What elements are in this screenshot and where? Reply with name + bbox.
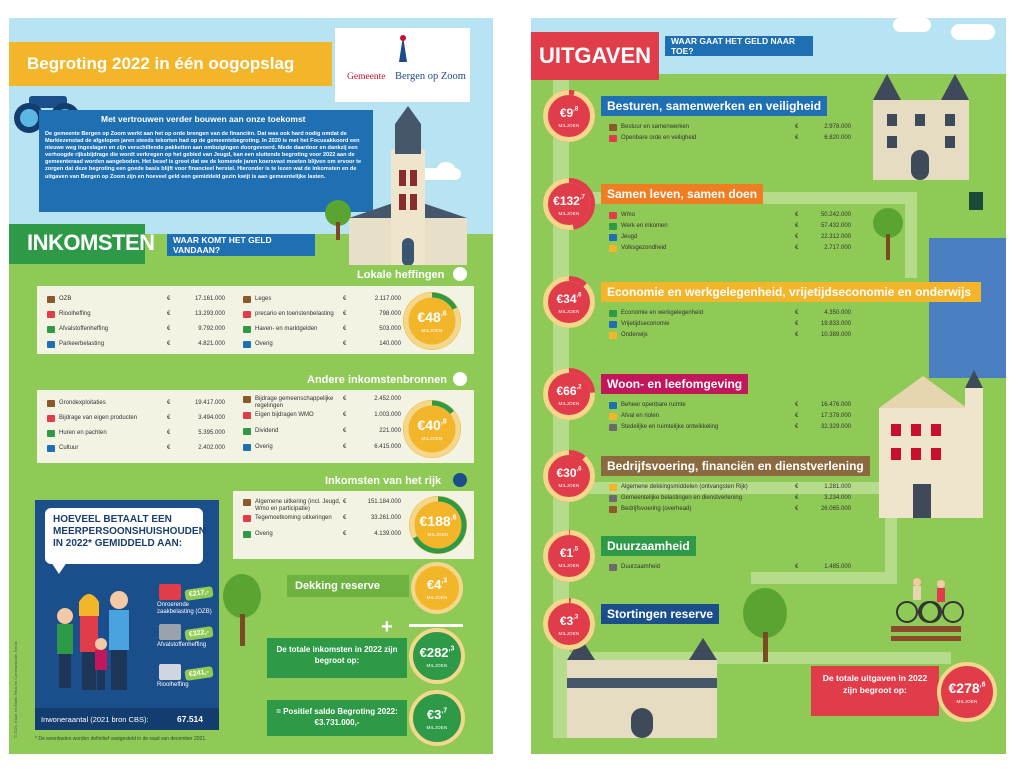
- inkomsten-title: INKOMSTEN: [27, 230, 155, 255]
- police-badge-icon: [609, 135, 617, 142]
- row-label: Jeugd: [621, 234, 638, 240]
- tourist-icon: [243, 311, 251, 318]
- row-label: Vrijetijdseconomie: [621, 321, 670, 327]
- row-amount: 2.402.000: [198, 445, 225, 451]
- sewer-icon: [159, 664, 181, 680]
- row-label: Dividend: [255, 428, 279, 434]
- expense-row: [609, 413, 853, 422]
- castle-illustration: [867, 70, 975, 180]
- population-value: 67.514: [177, 714, 203, 724]
- row-label: Eigen bijdragen WMO: [255, 412, 314, 418]
- folder-icon: [243, 341, 251, 348]
- household-question: HOEVEEL BETAALT EEN MEERPERSOONSHUISHOUDEN IN 2022* GEMIDDELD AAN:: [45, 508, 203, 564]
- section-title-bar: [601, 604, 719, 624]
- work-icon: [609, 223, 617, 230]
- municipality-logo: [335, 28, 470, 102]
- row-amount: 50.242.000: [820, 212, 851, 218]
- section-title-bar: [601, 536, 696, 556]
- row-label: Duurzaamheid: [621, 564, 661, 570]
- rent-icon: [47, 430, 55, 437]
- row-amount: 4.821.000: [198, 341, 225, 347]
- row-label: Overig: [255, 341, 273, 347]
- youth-icon: [609, 234, 617, 241]
- row-label: Afval en riolen: [621, 413, 660, 419]
- tree-illustration: [873, 208, 903, 260]
- benefit-icon: [243, 515, 251, 522]
- section-total-circle: [543, 530, 595, 582]
- rijk-total-circle: [409, 496, 467, 554]
- parking-icon: [47, 341, 55, 348]
- row-amount: 4.350.000: [824, 310, 851, 316]
- euro-sign: €: [167, 430, 171, 436]
- footnote: * De woonlasten worden definitief vastgesteld in de raad van december 2021.: [35, 736, 207, 742]
- row-label: precario en toeristenbelasting: [255, 311, 334, 317]
- products-icon: [47, 415, 55, 422]
- section-title-bar: [601, 456, 870, 476]
- row-label: Werk en inkomen: [621, 223, 668, 229]
- euro-sign: €: [167, 415, 171, 421]
- gate-illustration: [567, 638, 717, 738]
- expense-row: [609, 495, 853, 504]
- euro-sign: €: [343, 412, 347, 418]
- folder-icon: [243, 444, 251, 451]
- income-row: [47, 311, 229, 320]
- services-icon: [609, 495, 617, 502]
- euro-sign: €: [167, 341, 171, 347]
- row-amount: 1.003.000: [374, 412, 401, 418]
- harbor-icon: [243, 326, 251, 333]
- totale-inkomsten-label: De totale inkomsten in 2022 zijn begroot op:: [267, 638, 407, 678]
- household-amount-tag: €241,-: [184, 666, 213, 681]
- house-icon: [159, 584, 181, 600]
- uitgaven-title: UITGAVEN: [531, 32, 659, 80]
- row-amount: 798.000: [379, 311, 401, 317]
- totale-uitgaven-label: De totale uitgaven in 2022 zijn begroot op:: [811, 666, 939, 716]
- row-amount: 26.065.000: [820, 506, 851, 512]
- expense-row: [609, 402, 853, 411]
- row-amount: 16.476.000: [820, 402, 851, 408]
- row-amount: 3.494.000: [198, 415, 225, 421]
- euro-sign: €: [343, 341, 347, 347]
- row-amount: 10.389.000: [820, 332, 851, 338]
- row-label: Wmo: [621, 212, 635, 218]
- logo-word-city: Bergen op Zoom: [395, 71, 466, 82]
- expense-row: [609, 223, 853, 232]
- row-amount: 5.395.000: [198, 430, 225, 436]
- sum-line: [409, 624, 463, 627]
- euro-sign: €: [167, 296, 171, 302]
- rijk-unit: MILJOEN: [427, 531, 449, 537]
- reserve-unit: MILJOEN: [426, 594, 448, 600]
- expense-row: [609, 234, 853, 243]
- income-row: [243, 515, 405, 524]
- euro-sign: €: [795, 124, 799, 130]
- row-amount: 6.415.000: [374, 444, 401, 450]
- row-label: Bijdrage van eigen producten: [59, 415, 138, 421]
- lokale-unit: MILJOEN: [421, 327, 443, 333]
- health-icon: [609, 245, 617, 252]
- row-label: Tegemoetkoming uitkeringen: [255, 515, 332, 521]
- rijk-total: $€188^{,6}$: [419, 512, 457, 529]
- euro-sign: €: [795, 212, 799, 218]
- row-label: Parkeerbelasting: [59, 341, 105, 347]
- rijk-title: Inkomsten van het rijk: [325, 474, 442, 487]
- income-row: [47, 341, 229, 350]
- expense-row: [609, 310, 853, 319]
- row-label: Algemene uitkering (incl. Jeugd, Wmo en participatie): [255, 499, 341, 512]
- waste-icon: [609, 413, 617, 420]
- income-row: [47, 430, 229, 439]
- dekking-reserve-label: Dekking reserve: [295, 580, 380, 592]
- euro-sign: €: [795, 321, 799, 327]
- section-title-bar: [601, 282, 981, 302]
- cyclists-illustration: [895, 574, 965, 624]
- section-total-circle: [543, 178, 595, 230]
- sewer-icon: [47, 311, 55, 318]
- euro-sign: €: [343, 531, 347, 537]
- expense-row: [609, 424, 853, 433]
- euro-sign: €: [167, 311, 171, 317]
- intro-box: [39, 110, 373, 212]
- row-amount: 3.234.000: [824, 495, 851, 501]
- section-total: $€132^{,7}$ MILJOEN: [549, 184, 589, 224]
- row-label: Cultuur: [59, 445, 79, 451]
- folder-icon: [243, 531, 251, 538]
- totale-uitgaven-total: $€278^{,6}$: [948, 679, 986, 696]
- section-total-circle: [543, 90, 595, 142]
- reserve-total: $€4^{,3}$: [426, 576, 448, 592]
- section-total: $€66^{,2}$ MILJOEN: [549, 374, 589, 414]
- income-row: [47, 415, 229, 424]
- intro-heading: Met vertrouwen verder bouwen aan onze toekomst: [101, 114, 306, 124]
- row-label: Bestuur en samenwerken: [621, 124, 690, 130]
- people-icon: [243, 499, 251, 506]
- totale-inkomsten-unit: MILJOEN: [426, 662, 448, 668]
- row-amount: 17.378.000: [820, 413, 851, 419]
- reserve-total-circle: [411, 562, 463, 614]
- income-row: [47, 326, 229, 335]
- row-label: Volksgezondheid: [621, 245, 667, 251]
- totale-uitgaven-unit: MILJOEN: [956, 698, 978, 704]
- euro-sign: €: [343, 311, 347, 317]
- logo-word-gemeente: Gemeente: [347, 72, 386, 82]
- row-amount: 2.978.000: [824, 124, 851, 130]
- care-icon: [609, 212, 617, 219]
- logo-emblem-icon: [383, 32, 423, 66]
- income-row: [243, 396, 405, 409]
- row-label: Onderwijs: [621, 332, 648, 338]
- household-amount-tag: €322,-: [184, 626, 213, 641]
- totale-uitgaven-circle: [937, 662, 997, 722]
- row-amount: 4.139.000: [374, 531, 401, 537]
- income-row: [243, 341, 405, 350]
- expense-row: [609, 135, 853, 144]
- education-icon: [609, 332, 617, 339]
- section-title: Samen leven, samen doen: [607, 187, 758, 201]
- economy-icon: [609, 310, 617, 317]
- euro-sign: €: [795, 402, 799, 408]
- row-amount: 151.184.000: [367, 499, 401, 505]
- coverage-icon: [609, 484, 617, 491]
- euro-sign: €: [343, 428, 347, 434]
- euro-sign: €: [343, 296, 347, 302]
- town-hall-illustration: [871, 368, 991, 518]
- section-title-bar: [601, 374, 748, 394]
- rijk-emblem-icon: [453, 473, 467, 487]
- row-label: Beheer openbare ruimte: [621, 402, 686, 408]
- section-title: Besturen, samenwerken en veiligheid: [607, 99, 822, 113]
- speech-tail: [51, 562, 67, 574]
- euro-sign: €: [795, 234, 799, 240]
- expense-row: [609, 321, 853, 330]
- expense-row: [609, 564, 853, 573]
- leaf-icon: [609, 564, 617, 571]
- income-row: [47, 296, 229, 305]
- row-amount: 140.000: [379, 341, 401, 347]
- house-icon: [47, 296, 55, 303]
- section-title: Woon- en leefomgeving: [607, 377, 743, 391]
- euro-sign: €: [343, 326, 347, 332]
- row-label: Bedrijfsvoering (overhead): [621, 506, 692, 512]
- inkomsten-question: WAAR KOMT HET GELD VANDAAN?: [167, 234, 315, 256]
- income-row: [243, 444, 405, 453]
- dividend-icon: [243, 428, 251, 435]
- row-label: OZB: [59, 296, 72, 302]
- row-amount: 2.452.000: [374, 396, 401, 402]
- andere-inkomsten-bar: [299, 370, 472, 389]
- row-amount: 2.717.000: [824, 245, 851, 251]
- section-total: $€3^{,3}$ MILJOEN: [549, 604, 589, 644]
- tree-illustration: [743, 588, 787, 662]
- expense-row: [609, 506, 853, 515]
- section-title: Economie en werkgelegenheid, vrijetijdseconomie en onderwijs: [607, 285, 972, 299]
- section-total: $€1^{,5}$ MILJOEN: [549, 536, 589, 576]
- expense-row: [609, 245, 853, 254]
- tree-illustration: [223, 574, 261, 646]
- tree-illustration: [325, 200, 351, 240]
- expense-row: [609, 124, 853, 133]
- land-icon: [47, 400, 55, 407]
- section-total: $€30^{,6}$ MILJOEN: [549, 456, 589, 496]
- credit-text: © 2021, Klaar en Blank Tekst en Communicatie, Breda: [13, 641, 18, 738]
- coin-icon: [243, 412, 251, 419]
- row-amount: 1.485.000: [824, 564, 851, 570]
- row-amount: 19.417.000: [194, 400, 225, 406]
- expense-row: [609, 332, 853, 341]
- row-amount: 2.117.000: [374, 296, 401, 302]
- income-row: [243, 428, 405, 437]
- positief-saldo-unit: MILJOEN: [426, 724, 448, 730]
- euro-sign: €: [343, 515, 347, 521]
- row-amount: 22.312.000: [820, 234, 851, 240]
- left-page-inkomsten: [9, 18, 493, 754]
- income-row: [243, 499, 405, 512]
- row-amount: 9.792.000: [198, 326, 225, 332]
- section-title: Duurzaamheid: [607, 539, 690, 553]
- euro-sign: €: [795, 413, 799, 419]
- church-illustration: [339, 106, 479, 266]
- income-row: [47, 400, 229, 409]
- section-total: $€34^{,6}$ MILJOEN: [549, 282, 589, 322]
- andere-unit: MILJOEN: [421, 435, 443, 441]
- urban-icon: [609, 424, 617, 431]
- row-amount: 503.000: [379, 326, 401, 332]
- euro-sign: €: [795, 245, 799, 251]
- row-label: Overig: [255, 444, 273, 450]
- section-title-bar: [601, 184, 763, 204]
- row-label: Algemene dekkingsmiddelen (ontvangsten Rijk): [621, 484, 748, 490]
- lokale-heffingen-title: Lokale heffingen: [357, 268, 445, 281]
- section-title: Bedrijfsvoering, financiën en dienstverlening: [607, 459, 864, 473]
- bin-icon: [47, 326, 55, 333]
- euro-sign: €: [343, 444, 347, 450]
- right-page-uitgaven: [531, 18, 1006, 754]
- household-amount-label: Rioolheffing: [157, 682, 189, 688]
- intro-text: De gemeente Bergen op Zoom werkt aan het op orde brengen van de financiën. Dat was ook hard nodig omdat de Markiezenstad de afgelopen jaren steeds tekorten had op de gemeentebegroting. In 2020 is met het Focusakkoord een nieuwe weg ingeslagen en zijn verschillende pakketten aan ombuigingen doorgevoerd. Mede daardoor en dankzij een verhoogde rijksbijdrage die wordt verkregen op het gebied van Jeugd, kan een sluitende begroting voor 2022 aan de gemeenteraad worden aangeboden. Het besef is groot dat we de komende jaren koersvast moeten blijven om ervoor te zorgen dat deze begroting een goede basis blijft voor financieel herstel. Hieronder is te lezen wat de inkomsten en de uitgaven van Bergen op Zoom zijn en hoeveel geld een gemiddeld gezin kwijt is aan gemeentelijke lasten.: [45, 131, 362, 180]
- euro-sign: €: [795, 495, 799, 501]
- section-total: $€9^{,8}$ MILJOEN: [549, 96, 589, 136]
- euro-sign: €: [795, 506, 799, 512]
- euro-sign: €: [795, 135, 799, 141]
- bench: [891, 636, 961, 641]
- euro-sign: €: [795, 424, 799, 430]
- euro-sign: €: [795, 564, 799, 570]
- section-total-circle: [543, 368, 595, 420]
- culture-icon: [47, 445, 55, 452]
- euro-sign: €: [343, 499, 347, 505]
- income-row: [243, 412, 405, 421]
- row-label: Haven- en marktgelden: [255, 326, 318, 332]
- row-amount: 19.833.000: [820, 321, 851, 327]
- euro-sign: €: [795, 484, 799, 490]
- euro-sign: €: [167, 326, 171, 332]
- row-amount: 32.329.000: [820, 424, 851, 430]
- household-amount-label: Onroerende zaakbelasting (OZB): [157, 602, 212, 615]
- row-amount: 221.000: [379, 428, 401, 434]
- overhead-icon: [609, 506, 617, 513]
- row-label: Huren en pachten: [59, 430, 107, 436]
- income-row: [243, 296, 405, 305]
- income-row: [243, 326, 405, 335]
- income-row: [243, 531, 405, 540]
- totale-inkomsten-circle: [409, 628, 465, 684]
- contribution-icon: [243, 396, 251, 403]
- income-row: [243, 311, 405, 320]
- positief-saldo-label: = Positief saldo Begroting 2022: €3.731.000,-: [267, 700, 407, 736]
- leisure-icon: [609, 321, 617, 328]
- row-label: Gemeentelijke belastingen en dienstverlening: [621, 495, 743, 501]
- income-row: [47, 445, 229, 454]
- section-title: Stortingen reserve: [607, 607, 714, 621]
- andere-inkomsten-title: Andere inkomstenbronnen: [307, 373, 447, 386]
- info-icon: [453, 372, 467, 386]
- document-icon: [243, 296, 251, 303]
- row-label: Economie en werkgelegenheid: [621, 310, 704, 316]
- uitgaven-question: WAAR GAAT HET GELD NAAR TOE?: [665, 36, 813, 56]
- info-icon: [453, 267, 467, 281]
- population-label: Inwoneraantal (2021 bron CBS):: [41, 715, 149, 724]
- row-amount: 1.281.000: [824, 484, 851, 490]
- rijk-bar: [317, 471, 472, 490]
- public-space-icon: [609, 402, 617, 409]
- expense-row: [609, 484, 853, 493]
- andere-total: $€40^{,8}$: [417, 416, 447, 433]
- euro-sign: €: [343, 396, 347, 402]
- row-label: Stedelijke en ruimtelijke ontwikkeling: [621, 424, 719, 430]
- row-amount: 57.432.000: [820, 223, 851, 229]
- section-title-bar: [601, 96, 827, 116]
- row-label: Leges: [255, 296, 272, 302]
- bin-icon: [159, 624, 181, 640]
- household-amount-tag: €217,-: [184, 586, 213, 601]
- positief-saldo-circle: [409, 690, 465, 746]
- lokale-total-circle: [403, 292, 461, 350]
- euro-sign: €: [795, 332, 799, 338]
- expense-row: [609, 212, 853, 221]
- household-box: [35, 500, 219, 730]
- row-amount: 17.161.000: [194, 296, 225, 302]
- totale-inkomsten-total: $€282^{,3}$: [419, 644, 455, 660]
- row-label: Afvalstoffenheffing: [59, 326, 109, 332]
- andere-total-circle: [403, 400, 461, 458]
- euro-sign: €: [167, 445, 171, 451]
- section-total-circle: [543, 450, 595, 502]
- section-total-circle: [543, 276, 595, 328]
- family-illustration: [41, 586, 151, 696]
- positief-saldo-total: $€3^{,7}$: [426, 706, 448, 722]
- page-title: Begroting 2022 in één oogopslag: [27, 54, 295, 73]
- euro-sign: €: [795, 223, 799, 229]
- row-label: Openbare orde en veiligheid: [621, 135, 697, 141]
- euro-sign: €: [167, 400, 171, 406]
- dekking-reserve-bar: [287, 575, 409, 597]
- row-label: Bijdrage gemeenschappelijke regelingen: [255, 396, 334, 409]
- plus-sign: +: [381, 616, 393, 638]
- euro-sign: €: [795, 310, 799, 316]
- row-amount: 6.820.000: [824, 135, 851, 141]
- row-amount: 13.293.000: [194, 311, 225, 317]
- household-amount-label: Afvalstoffenheffing: [157, 642, 207, 648]
- row-amount: 33.261.000: [370, 515, 401, 521]
- section-total-circle: [543, 598, 595, 650]
- bench: [891, 626, 961, 632]
- trash-bin-icon: [969, 192, 983, 210]
- gavel-icon: [609, 124, 617, 131]
- lokale-total: $€48^{,6}$: [417, 308, 447, 325]
- row-label: Rioolheffing: [59, 311, 91, 317]
- row-label: Grondexploitaties: [59, 400, 106, 406]
- row-label: Overig: [255, 531, 273, 537]
